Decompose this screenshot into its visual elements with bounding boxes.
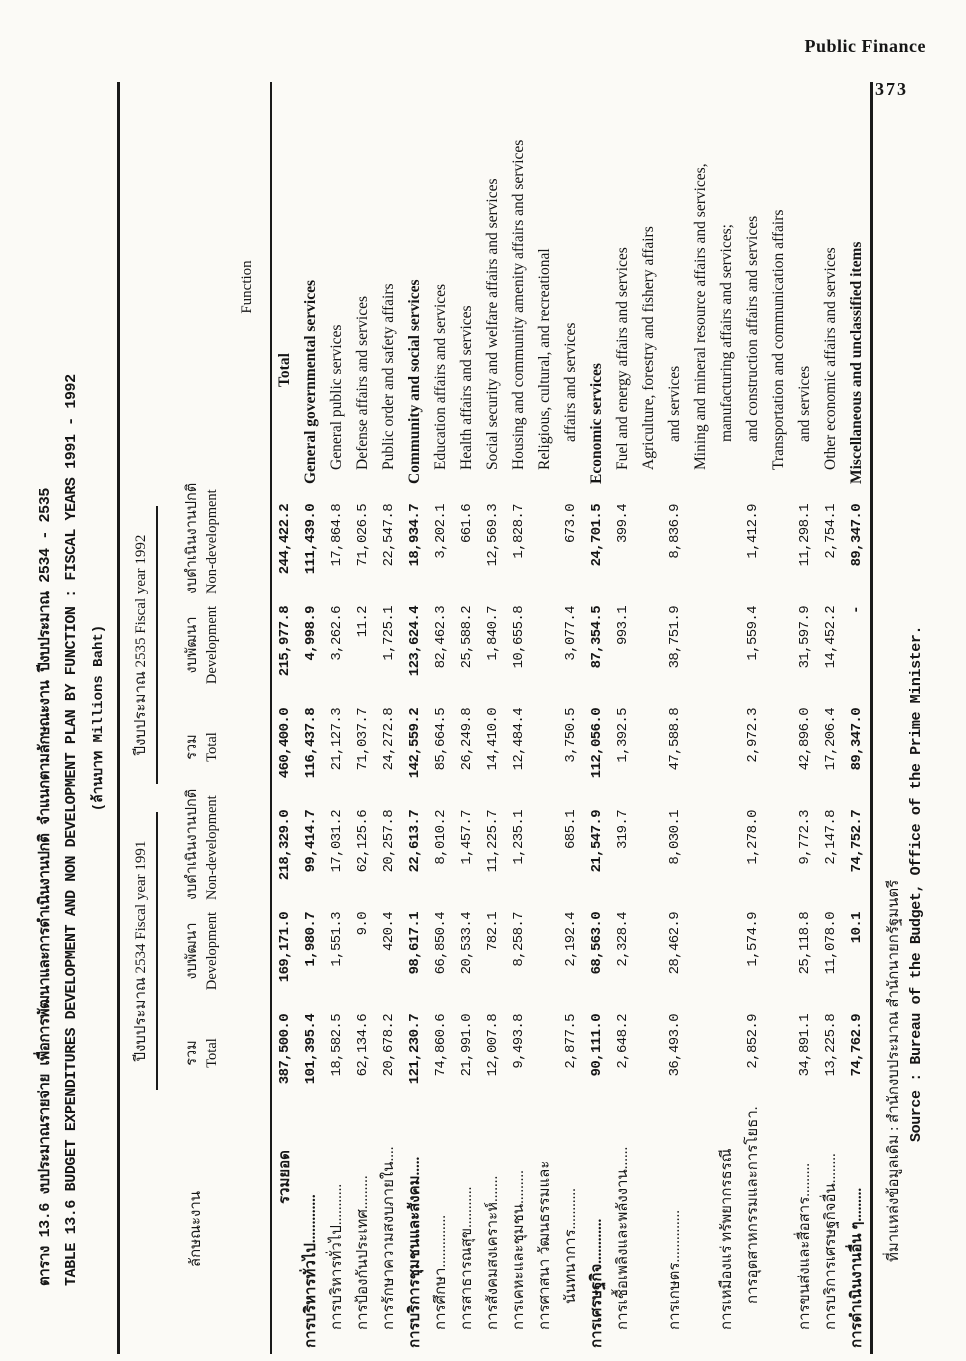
cell-fy2535-total: 1,392.5 <box>615 708 631 763</box>
row-label-thai: การเหมืองแร่ ทรัพยากรธรณี การอุตสาหกรรมและการโยธา. <box>719 1106 761 1330</box>
cell-fy2535-development: 1,725.1 <box>381 606 397 661</box>
cell-fy2534-total: 21,991.0 <box>459 1014 475 1077</box>
subcolumn-headers <box>182 788 222 1104</box>
cell-fy2535-non-development: 399.4 <box>615 504 631 544</box>
cell-fy2535-non-development: 18,934.7 <box>407 504 423 567</box>
cell-fy2534-total: 101,395.4 <box>303 1014 319 1085</box>
row-label-thai: การเคหะและชุมชน......... <box>511 1170 527 1330</box>
subcolumn-headers <box>182 482 222 798</box>
row-label-english: Defense affairs and services <box>354 295 371 470</box>
cell-fy2535-non-development: 8,836.9 <box>667 504 683 559</box>
table-row <box>350 82 376 1354</box>
cell-fy2535-development: 82,462.3 <box>433 606 449 669</box>
column-header-non-development: งบดำเนินงานปกติ Non-development <box>184 788 220 900</box>
row-label-english: Social security and welfare affairs and services <box>484 178 501 470</box>
cell-fy2535-non-development: 17,864.8 <box>329 504 345 567</box>
table-row <box>844 82 870 1354</box>
cell-fy2535-development: 3,077.4 <box>563 606 579 661</box>
cell-fy2534-total: 62,134.6 <box>355 1014 371 1077</box>
row-label-thai: การขนส่งและสื่อสาร......... <box>797 1162 813 1330</box>
cell-fy2535-total: 24,272.8 <box>381 708 397 771</box>
cell-fy2534-non-development: 17,031.2 <box>329 810 345 873</box>
cell-fy2534-non-development: 2,147.8 <box>823 810 839 865</box>
cell-fy2535-development: 31,597.9 <box>797 606 813 669</box>
cell-fy2534-total: 2,648.2 <box>615 1014 631 1069</box>
cell-fy2535-development: 1,840.7 <box>485 606 501 661</box>
row-label-thai: การบริการชุมชนและสังคม..... <box>407 1156 423 1348</box>
cell-fy2534-non-development: 9,772.3 <box>797 810 813 865</box>
cell-fy2535-non-development: 12,569.3 <box>485 504 501 567</box>
cell-fy2534-non-development: 21,547.9 <box>589 810 605 873</box>
group-underline <box>156 506 158 784</box>
table-row <box>428 82 454 1354</box>
column-header-total: รวม Total <box>184 1038 220 1068</box>
row-label-english: Health affairs and services <box>458 305 475 470</box>
cell-fy2535-development: 993.1 <box>615 606 631 646</box>
row-label-english: Community and social services <box>406 279 423 484</box>
page-number: 373 <box>875 79 908 99</box>
column-header-function-english: Function <box>239 260 255 314</box>
row-label-thai: การเกษตร.............. <box>667 1210 683 1330</box>
table-row <box>584 82 610 1354</box>
cell-fy2535-non-development: 1,828.7 <box>511 504 527 559</box>
cell-fy2534-non-development: 1,235.1 <box>511 810 527 865</box>
row-label-thai: การบริหารทั่วไป........... <box>329 1183 345 1330</box>
table-row <box>376 82 402 1354</box>
cell-fy2534-non-development: 99,414.7 <box>303 810 319 873</box>
cell-fy2535-total: 89,347.0 <box>849 708 865 771</box>
cell-fy2535-non-development: 22,547.8 <box>381 504 397 567</box>
cell-fy2534-non-development: 1,278.0 <box>745 810 761 865</box>
row-label-english: Public order and safety affairs <box>380 283 397 470</box>
budget-table <box>117 82 873 1354</box>
row-label-thai: การสังคมสงเคราะห์....... <box>485 1175 501 1330</box>
cell-fy2534-non-development: 62,125.6 <box>355 810 371 873</box>
cell-fy2534-development: 1,574.9 <box>745 912 761 967</box>
cell-fy2535-total: 12,484.4 <box>511 708 527 771</box>
cell-fy2534-development: 782.1 <box>485 912 501 952</box>
cell-fy2534-development: 420.4 <box>381 912 397 952</box>
table-header <box>120 82 272 1354</box>
source-note-thai: ที่มาแหล่งข้อมูลเดิม : สำนักงบประมาณ สำนักนายกรัฐมนตรี <box>886 879 902 1262</box>
table-row <box>480 82 506 1354</box>
cell-fy2535-development: 11.2 <box>355 606 371 638</box>
cell-fy2535-development: 123,624.4 <box>407 606 423 677</box>
cell-fy2535-total: 112,056.0 <box>589 708 605 779</box>
table-row <box>506 82 532 1354</box>
cell-fy2535-non-development: 89,347.0 <box>849 504 865 567</box>
cell-fy2535-development: 25,588.2 <box>459 606 475 669</box>
cell-fy2535-non-development: 111,439.0 <box>303 504 319 575</box>
cell-fy2534-non-development: 22,613.7 <box>407 810 423 873</box>
cell-fy2534-development: 1,551.3 <box>329 912 345 967</box>
table-row <box>688 82 766 1354</box>
row-label-thai: รวมยอด <box>277 1150 293 1204</box>
cell-fy2535-total: 3,750.5 <box>563 708 579 763</box>
row-label-english: Religious, cultural, and recreational affairs and services <box>536 248 579 470</box>
cell-fy2535-total: 116,437.8 <box>303 708 319 779</box>
cell-fy2535-total: 142,559.2 <box>407 708 423 779</box>
cell-fy2535-non-development: 244,422.2 <box>277 504 293 575</box>
cell-fy2534-total: 36,493.0 <box>667 1014 683 1077</box>
cell-fy2534-development: 68,563.0 <box>589 912 605 975</box>
cell-fy2534-total: 13,225.8 <box>823 1014 839 1077</box>
cell-fy2535-development: 3,262.6 <box>329 606 345 661</box>
table-title-english: TABLE 13.6 BUDGET EXPENDITURES DEVELOPMENT AND NON DEVELOPMENT PLAN BY FUNCTION : FISCAL YEARS 1991 - 1992 <box>63 374 80 1286</box>
cell-fy2534-development: 169,171.0 <box>277 912 293 983</box>
cell-fy2534-development: 25,118.8 <box>797 912 813 975</box>
column-header-function-thai: ลักษณะงาน <box>188 1190 204 1268</box>
cell-fy2534-development: 98,617.1 <box>407 912 423 975</box>
table-row <box>610 82 636 1354</box>
cell-fy2534-total: 20,678.2 <box>381 1014 397 1077</box>
table-body <box>272 82 870 1354</box>
year-group-label: ปีงบประมาณ 2534 Fiscal year 1991 <box>133 840 149 1062</box>
cell-fy2535-total: 460,400.0 <box>277 708 293 779</box>
cell-fy2535-non-development: 3,202.1 <box>433 504 449 559</box>
year-group-fy2534 <box>120 788 270 1104</box>
row-label-thai: การบริการเศรษฐกิจอื่น........ <box>823 1153 839 1330</box>
table-row <box>324 82 350 1354</box>
table-row <box>532 82 584 1354</box>
cell-fy2534-total: 18,582.5 <box>329 1014 345 1077</box>
table-row <box>636 82 688 1354</box>
year-group-label: ปีงบประมาณ 2535 Fiscal year 1992 <box>133 534 149 756</box>
cell-fy2535-total: 14,410.0 <box>485 708 501 771</box>
row-label-english: Housing and community amenity affairs and services <box>510 139 527 470</box>
row-label-english: Other economic affairs and services <box>822 247 839 470</box>
page-header-section: Public Finance <box>804 36 926 56</box>
cell-fy2534-total: 387,500.0 <box>277 1014 293 1085</box>
row-label-thai: การดำเนินงานอื่น ๆ......... <box>849 1187 865 1348</box>
cell-fy2534-development: 1,980.7 <box>303 912 319 967</box>
cell-fy2535-development: 87,354.5 <box>589 606 605 669</box>
column-header-development: งบพัฒนา Development <box>184 605 220 685</box>
cell-fy2534-non-development: 74,752.7 <box>849 810 865 873</box>
cell-fy2534-non-development: 218,329.0 <box>277 810 293 881</box>
cell-fy2534-development: 10.1 <box>849 912 865 944</box>
row-label-english: Fuel and energy affairs and services <box>614 247 631 470</box>
row-label-english: Miscellaneous and unclassified items <box>848 241 865 484</box>
row-label-english: Agriculture, forestry and fishery affairs and services <box>640 226 683 470</box>
cell-fy2535-development: 4,998.9 <box>303 606 319 661</box>
column-header-non-development: งบดำเนินงานปกติ Non-development <box>184 482 220 594</box>
cell-fy2534-development: 2,192.4 <box>563 912 579 967</box>
source-note-english: Source : Bureau of the Budget, Office of the Prime Minister. <box>908 625 925 1142</box>
cell-fy2534-total: 12,007.8 <box>485 1014 501 1077</box>
cell-fy2535-total: 26,249.8 <box>459 708 475 771</box>
table-unit-note: (ล้านบาท Millions Baht) <box>91 624 107 812</box>
cell-fy2534-non-development: 20,257.8 <box>381 810 397 873</box>
cell-fy2534-development: 66,850.4 <box>433 912 449 975</box>
cell-fy2534-total: 74,860.6 <box>433 1014 449 1077</box>
year-group-fy2535 <box>120 482 270 798</box>
table-row <box>402 82 428 1354</box>
cell-fy2535-development: - <box>849 606 865 614</box>
row-label-thai: การสาธารณสุข........... <box>459 1186 475 1330</box>
cell-fy2534-total: 121,230.7 <box>407 1014 423 1085</box>
table-row <box>298 82 324 1354</box>
cell-fy2535-development: 38,751.9 <box>667 606 683 669</box>
cell-fy2535-development: 14,452.2 <box>823 606 839 669</box>
cell-fy2534-development: 11,078.0 <box>823 912 839 975</box>
row-label-english: Total <box>276 353 293 387</box>
cell-fy2535-non-development: 11,298.1 <box>797 504 813 567</box>
row-label-thai: การรักษาความสงบภายใน.... <box>381 1146 397 1330</box>
table-row <box>454 82 480 1354</box>
cell-fy2534-total: 34,891.1 <box>797 1014 813 1077</box>
row-label-thai: การศาสนา วัฒนธรรมและ นันทนาการ........... <box>537 1160 579 1330</box>
cell-fy2535-development: 1,559.4 <box>745 606 761 661</box>
cell-fy2534-development: 9.0 <box>355 912 371 936</box>
row-label-thai: การบริหารทั่วไป............. <box>303 1194 319 1348</box>
cell-fy2535-total: 2,972.3 <box>745 708 761 763</box>
cell-fy2534-total: 9,493.8 <box>511 1014 527 1069</box>
table-row <box>818 82 844 1354</box>
rotated-table-block <box>30 82 942 1354</box>
row-label-english: Education affairs and services <box>432 283 449 470</box>
row-label-english: General governmental services <box>302 279 319 484</box>
table-row <box>272 82 298 1354</box>
cell-fy2534-development: 2,328.4 <box>615 912 631 967</box>
cell-fy2535-total: 42,896.0 <box>797 708 813 771</box>
cell-fy2534-non-development: 685.1 <box>563 810 579 850</box>
cell-fy2535-non-development: 24,701.5 <box>589 504 605 567</box>
cell-fy2535-non-development: 71,026.5 <box>355 504 371 567</box>
cell-fy2535-total: 71,037.7 <box>355 708 371 771</box>
cell-fy2534-non-development: 1,457.7 <box>459 810 475 865</box>
cell-fy2534-non-development: 8,010.2 <box>433 810 449 865</box>
row-label-english: Economic services <box>588 363 605 484</box>
row-label-english: Transportation and communication affairs and services <box>770 209 813 470</box>
cell-fy2535-non-development: 673.0 <box>563 504 579 544</box>
cell-fy2535-non-development: 661.6 <box>459 504 475 544</box>
column-header-total: รวม Total <box>184 732 220 762</box>
cell-fy2535-non-development: 2,754.1 <box>823 504 839 559</box>
table-title-thai: ตาราง 13.6 งบประมาณรายจ่าย เพื่อการพัฒนาและการดำเนินงานปกติ จำแนกตามลักษณะงาน ปีงบประมาณ 2534 - 2535 <box>37 488 54 1286</box>
cell-fy2534-non-development: 319.7 <box>615 810 631 850</box>
row-label-thai: การป้องกันประเทศ......... <box>355 1175 371 1330</box>
cell-fy2535-development: 10,655.8 <box>511 606 527 669</box>
cell-fy2534-non-development: 8,030.1 <box>667 810 683 865</box>
cell-fy2534-total: 2,877.5 <box>563 1014 579 1069</box>
cell-fy2535-total: 17,206.4 <box>823 708 839 771</box>
cell-fy2535-total: 85,664.5 <box>433 708 449 771</box>
cell-fy2534-development: 20,533.4 <box>459 912 475 975</box>
cell-fy2534-total: 2,852.9 <box>745 1014 761 1069</box>
group-underline <box>156 812 158 1090</box>
row-label-english: General public services <box>328 324 345 470</box>
cell-fy2535-non-development: 1,412.9 <box>745 504 761 559</box>
cell-fy2534-total: 74,762.9 <box>849 1014 865 1077</box>
cell-fy2534-development: 28,462.9 <box>667 912 683 975</box>
row-label-thai: การเชื้อเพลิงและพลังงาน...... <box>615 1146 631 1330</box>
cell-fy2534-total: 90,111.0 <box>589 1014 605 1077</box>
cell-fy2535-total: 47,588.8 <box>667 708 683 771</box>
table-row <box>766 82 818 1354</box>
cell-fy2534-development: 8,258.7 <box>511 912 527 967</box>
row-label-thai: การเศรษฐกิจ............ <box>589 1218 605 1348</box>
cell-fy2535-development: 215,977.8 <box>277 606 293 677</box>
row-label-thai: การศึกษา.............. <box>433 1215 449 1330</box>
column-header-development: งบพัฒนา Development <box>184 911 220 991</box>
cell-fy2534-non-development: 11,225.7 <box>485 810 501 873</box>
cell-fy2535-total: 21,127.3 <box>329 708 345 771</box>
row-label-english: Mining and mineral resource affairs and services, manufacturing affairs and services; and construction affairs and services <box>692 163 761 470</box>
